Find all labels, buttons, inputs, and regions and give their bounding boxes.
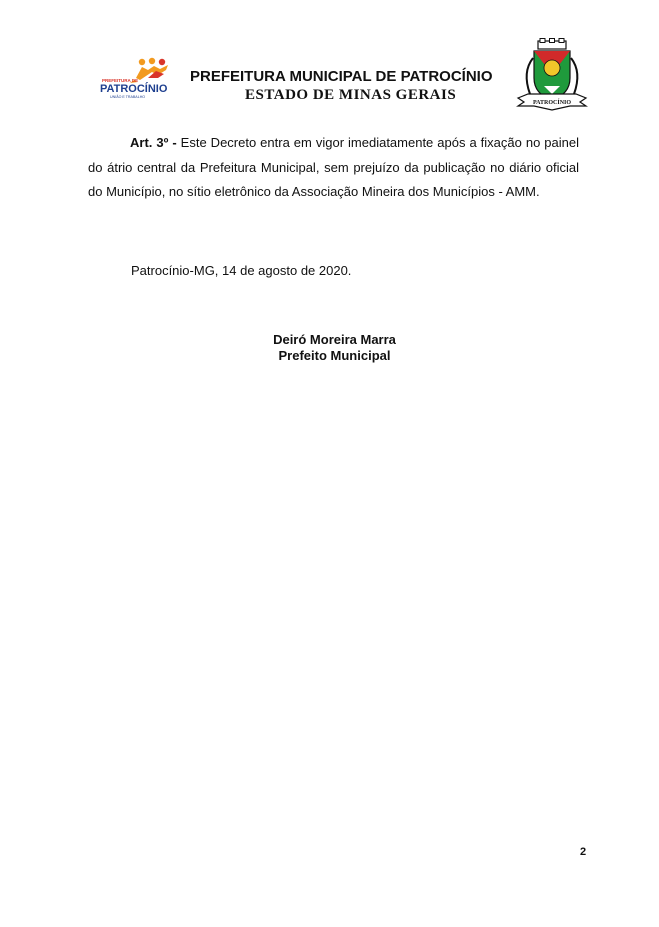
page-number: 2 (580, 846, 587, 858)
svg-text:PATROCÍNIO: PATROCÍNIO (532, 100, 572, 106)
running-figures-logo-icon (98, 56, 178, 100)
municipal-coat-of-arms-icon (514, 38, 590, 114)
page-title: PREFEITURA MUNICIPAL DE PATROCÍNIO (190, 68, 493, 85)
signature-block (0, 332, 659, 364)
svg-text:PATROCÍNIO: PATROCÍNIO (100, 83, 168, 95)
article-3-paragraph (88, 131, 579, 205)
prefeitura-logo (98, 56, 178, 100)
date-line: Patrocínio-MG, 14 de agosto de 2020. (131, 263, 352, 278)
svg-text:PREFEITURA DE: PREFEITURA DE (102, 78, 139, 83)
svg-text:UNIÃO E TRABALHO: UNIÃO E TRABALHO (110, 95, 146, 99)
article-text: Este Decreto entra em vigor imediatamente após a fixação no painel do átrio central da Prefeitura Municipal, sem prejuízo da publicação no diário oficial do Município, no sítio eletrônico da Associação Mineira dos Municípios - AMM. (88, 135, 580, 199)
coat-of-arms (514, 38, 590, 114)
page-subtitle: ESTADO DE MINAS GERAIS (245, 87, 457, 103)
article-label: Art. 3º - (130, 135, 177, 150)
signatory-name: Deiró Moreira Marra (273, 332, 396, 347)
signatory-role: Prefeito Municipal (278, 348, 391, 363)
